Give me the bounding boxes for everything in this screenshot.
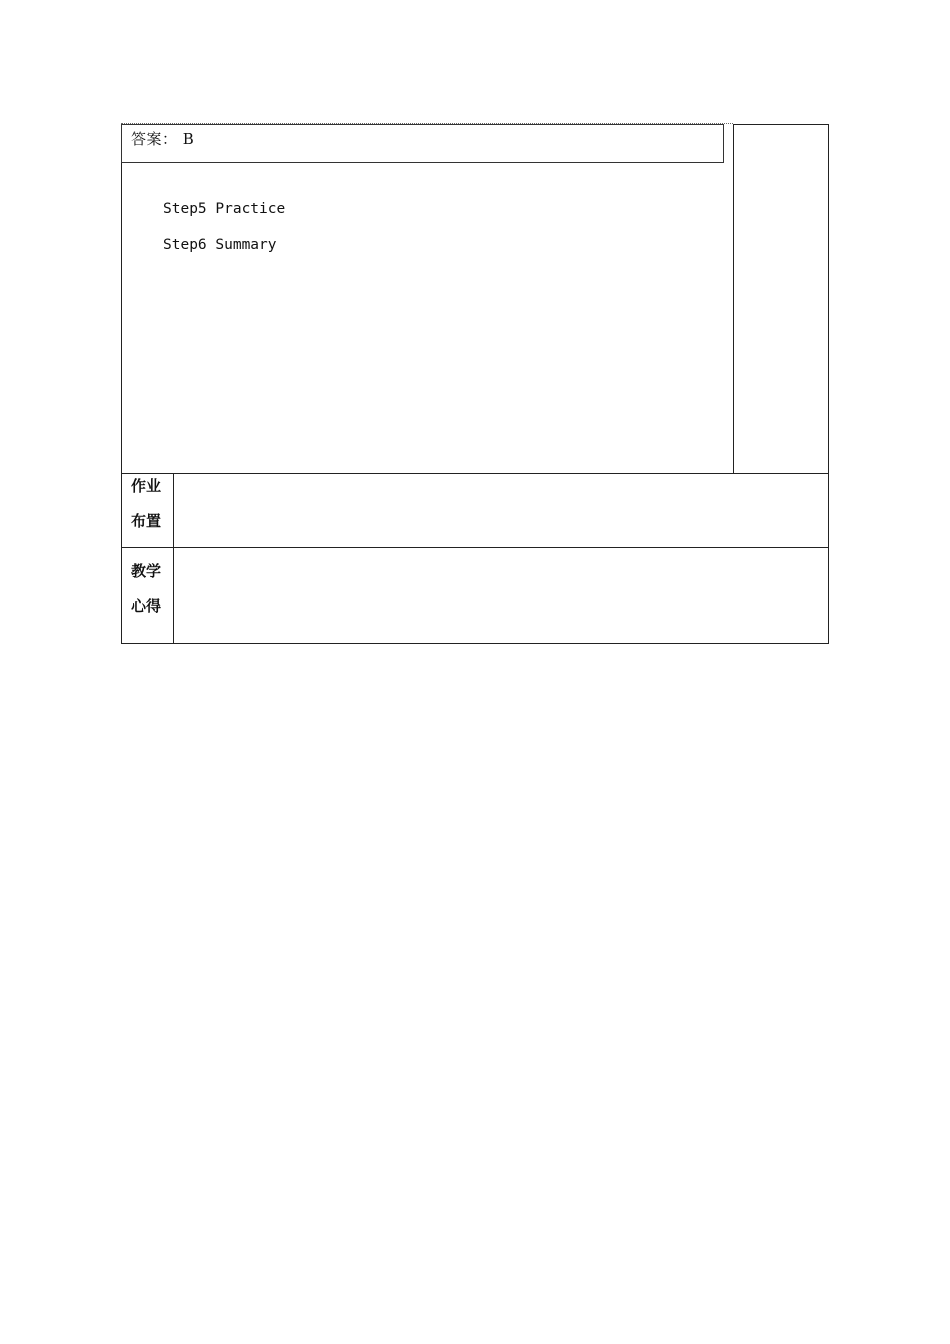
reflection-label xyxy=(131,554,171,624)
answer-box xyxy=(121,124,724,163)
homework-label xyxy=(131,469,171,539)
reflection-label-line2: 心得 xyxy=(131,597,162,615)
homework-label-line2: 布置 xyxy=(131,512,162,530)
homework-label-line1: 作业 xyxy=(131,477,162,495)
step-summary: Step6 Summary xyxy=(163,237,277,253)
label-column-divider xyxy=(173,473,174,644)
answer-value: B xyxy=(182,130,195,148)
homework-row-top xyxy=(121,473,829,474)
reflection-row-top xyxy=(121,547,829,548)
answer-text xyxy=(131,128,194,149)
right-border xyxy=(828,124,829,644)
reflection-label-line1: 教学 xyxy=(131,562,162,580)
homework-content[interactable] xyxy=(180,480,820,540)
step-practice: Step5 Practice xyxy=(163,201,286,217)
top-right-border xyxy=(733,124,829,125)
left-border xyxy=(121,124,122,644)
answer-label: 答案： xyxy=(131,130,178,148)
bottom-border xyxy=(121,643,829,644)
reflection-content[interactable] xyxy=(180,555,820,635)
notes-column-divider xyxy=(733,124,734,474)
